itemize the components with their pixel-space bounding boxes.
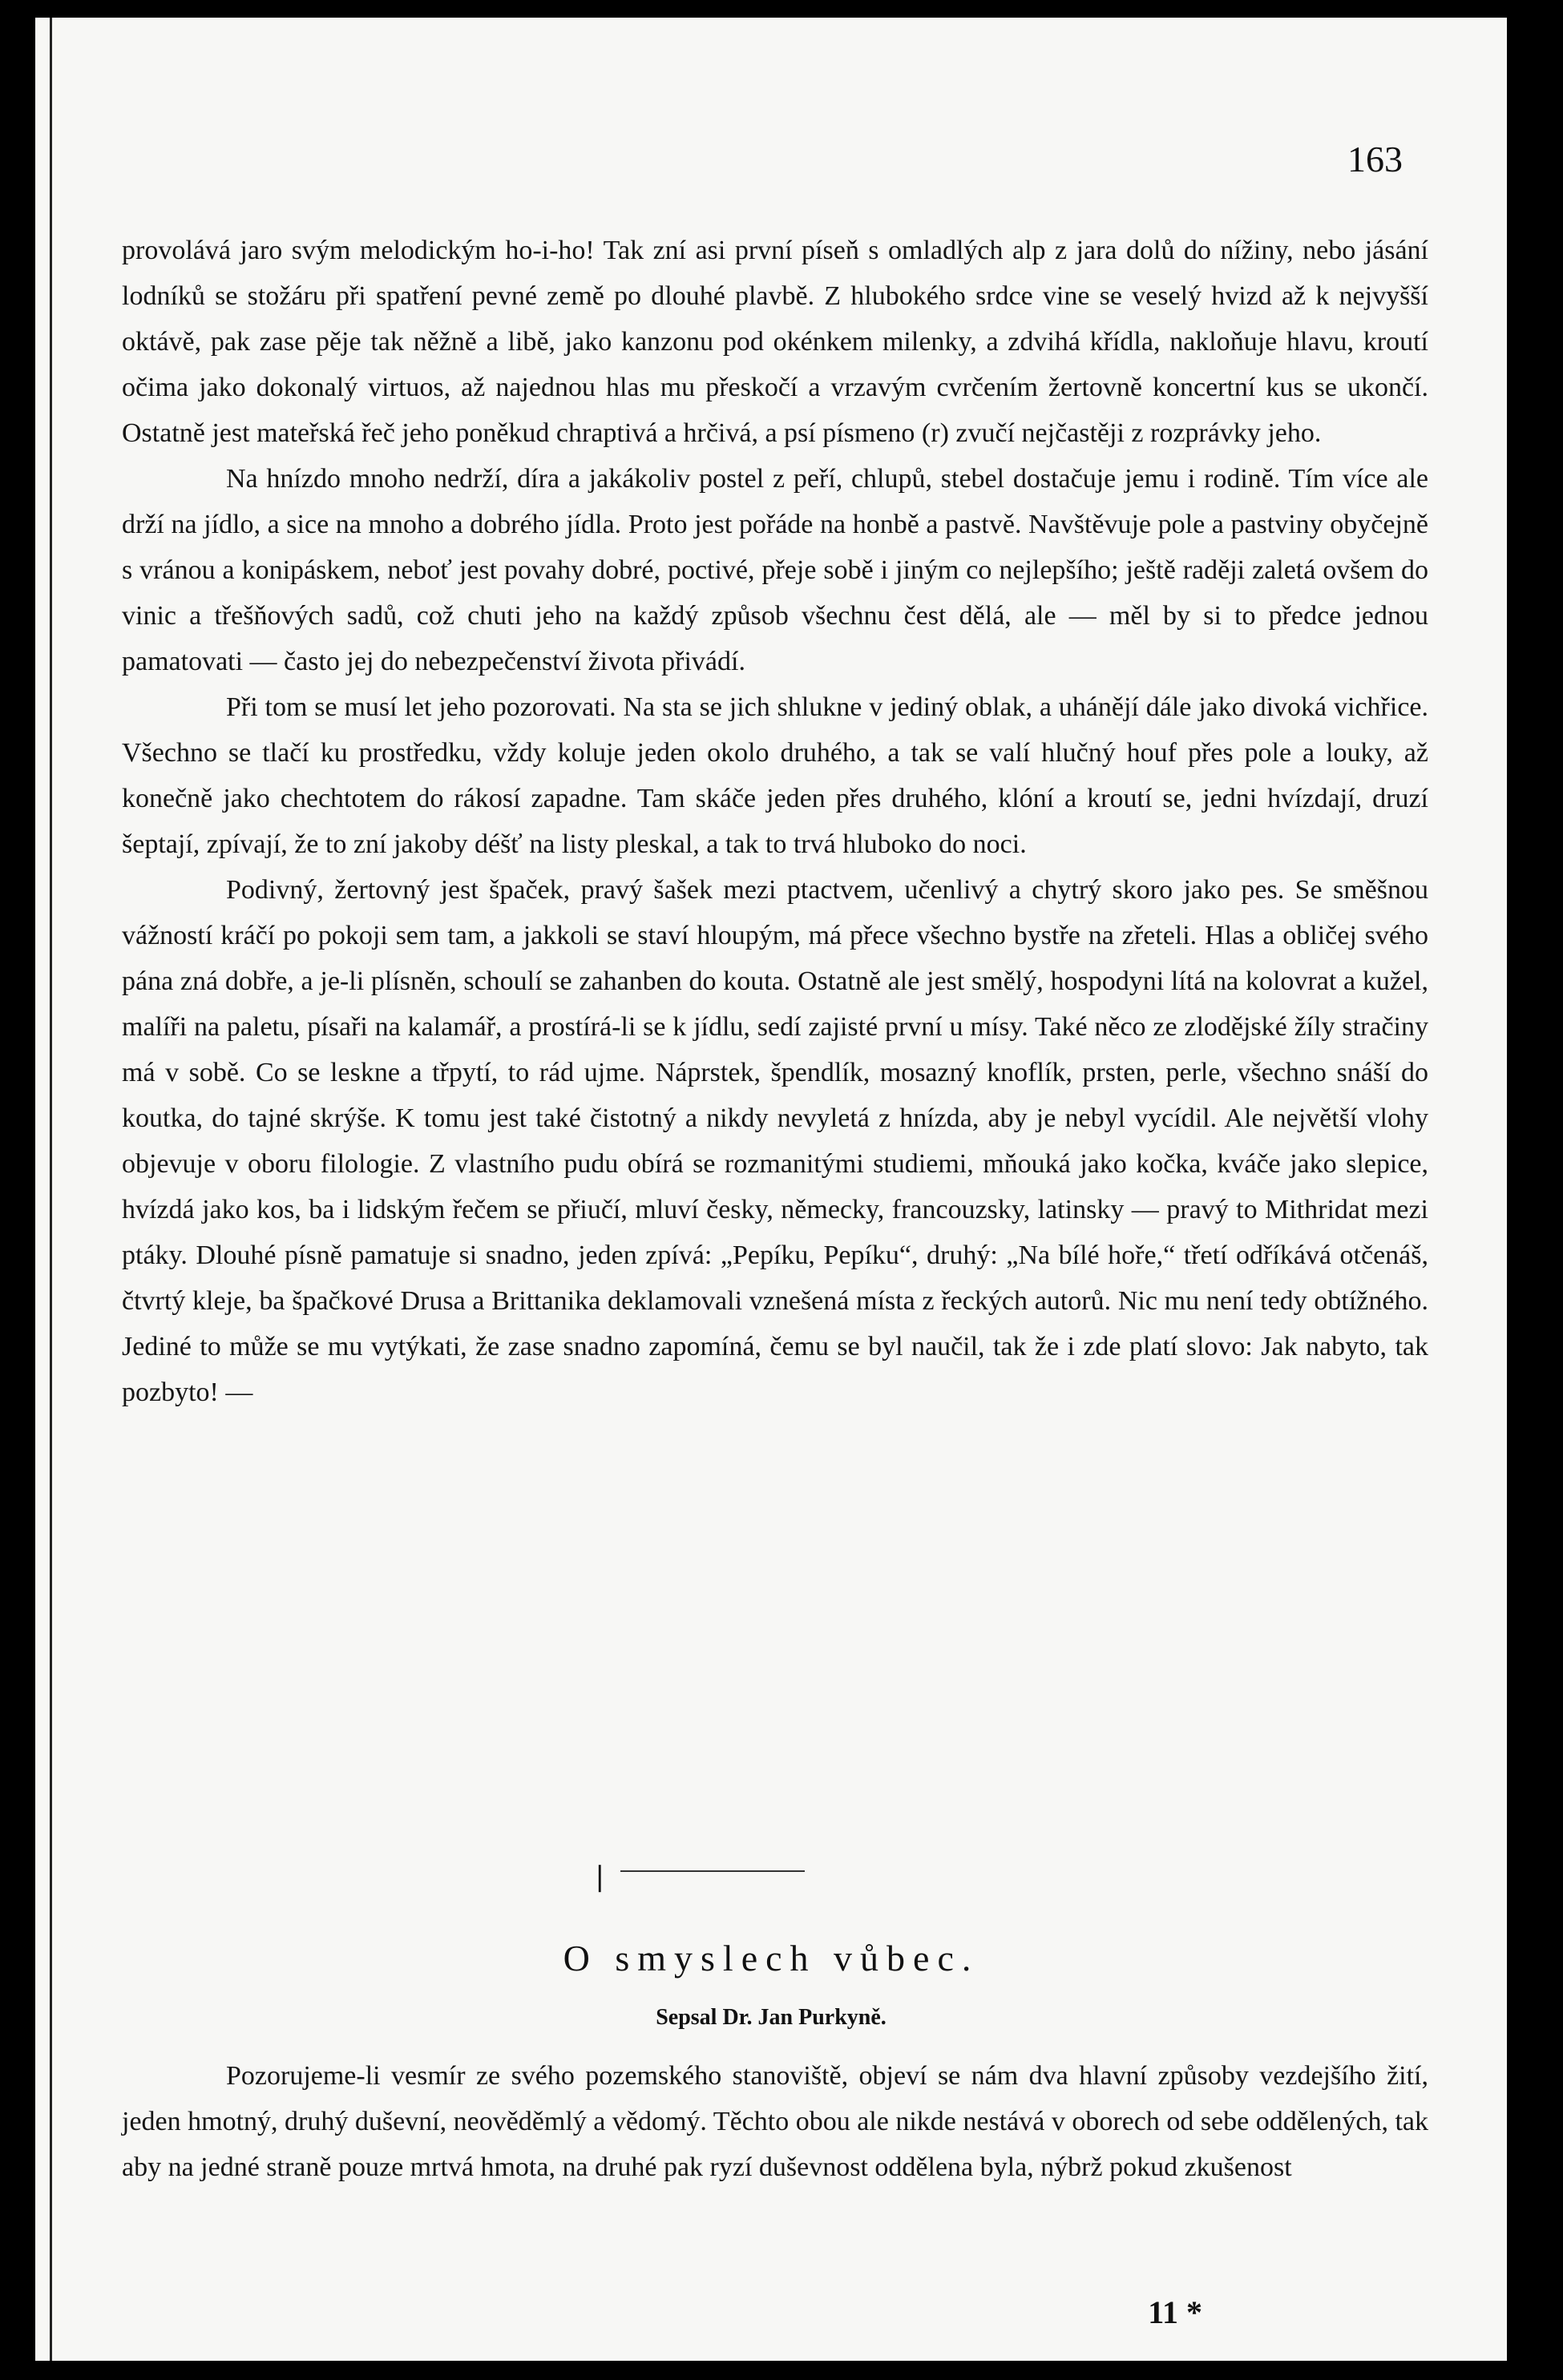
paragraph-1: provolává jaro svým melodickým ho-i-ho! Tak zní asi první píseň s omladlých alp z jara dolů do nížiny, nebo jásání lodníků se stožáru při spatření pevné země po dlouhé plavbě. Z hlubokého srdce vine se veselý hvizd až k nejvyšší oktávě, pak zase pěje tak něžně a libě, jako kanzonu pod okénkem milenky, a zdvihá křídla, nakloňuje hlavu, kroutí očima jako dokonalý virtuos, až najednou hlas mu přeskočí a vrzavým cvrčením žertovně koncertní kus se ukončí. Ostatně jest mateřská řeč jeho poněkud chraptivá a hrčivá, a psí písmeno (r) zvučí nejčastěji z rozprávky jeho. bbox=[122, 236, 1428, 448]
separator-mark: ❘ bbox=[588, 1861, 612, 1893]
paragraph-4: Podivný, žertovný jest špaček, pravý šašek mezi ptactvem, učenlivý a chytrý skoro jako pes. Se směšnou vážností kráčí po pokoji sem tam, a jakkoli se staví hloupým, má přece všechno bystře na zřeteli. Hlas a obličej svého pána zná dobře, a je-li plísněn, schoulí se zahanben do kouta. Ostatně ale jest smělý, hospodyni lítá na kolovrat a kužel, malíři na paletu, písaři na kalamář, a prostírá-li se k jídlu, sedí zajisté první u mísy. Také něco ze zlodějské žíly stračiny má v sobě. Co se leskne a třpytí, to rád ujme. Náprstek, špendlík, mosazný knoflík, prsten, perle, všechno snáší do koutka, do tajné skrýše. K tomu jest také čistotný a nikdy nevyletá z hnízda, aby je nebyl vycídil. Ale největší vlohy objevuje v oboru filologie. Z vlastního pudu obírá se rozmanitými studiemi, mňouká jako kočka, kváče jako slepice, hvízdá jako kos, ba i lidským řečem se přiučí, mluví česky, německy, francouzsky, latinsky — pravý to Mithridat mezi ptáky. Dlouhé písně pamatuje si snadno, jeden zpívá: „Pepíku, Pepíku“, druhý: „Na bílé hoře,“ třetí odříkává otčenáš, čtvrtý kleje, ba špačkové Drusa a Brittanika deklamovali vznešená místa z řeckých autorů. Nic mu není tedy obtížného. Jediné to může se mu vytýkati, že zase snadno zapomíná, čemu se byl naučil, tak že i zde platí slovo: Jak nabyto, tak pozbyto! — bbox=[122, 875, 1428, 1407]
main-text bbox=[122, 228, 1428, 1415]
article-title: O smyslech vůbec. bbox=[563, 1938, 979, 1979]
signature-mark: 11 * bbox=[1148, 2294, 1202, 2330]
paragraph-3: Při tom se musí let jeho pozorovati. Na sta se jich shlukne v jediný oblak, a uhánějí dále jako divoká vichřice. Všechno se tlačí ku prostředku, vždy koluje jeden okolo druhého, a tak se valí hlučný houf přes pole a louky, až konečně jako chechtotem do rákosí zapadne. Tam skáče jeden přes druhého, klóní a kroutí se, jedni hvízdají, druzí šeptají, zpívají, že to zní jakoby déšť na listy pleskal, a tak to trvá hluboko do noci. bbox=[122, 692, 1428, 859]
separator-rule bbox=[620, 1870, 805, 1872]
article-body bbox=[122, 2053, 1428, 2190]
book-page bbox=[35, 18, 1507, 2361]
article-paragraph: Pozorujeme-li vesmír ze svého pozemského stanoviště, objeví se nám dva hlavní způsoby vezdejšího žití, jeden hmotný, druhý duševní, neověděmlý a vědomý. Těchto obou ale nikde nestává v oborech od sebe oddělených, tak aby na jedné straně pouze mrtvá hmota, na druhé pak ryzí duševnost oddělena byla, nýbrž pokud zkušenost bbox=[122, 2061, 1428, 2182]
page-number: 163 bbox=[1347, 139, 1403, 180]
article-author: Sepsal Dr. Jan Purkyně. bbox=[656, 2005, 887, 2030]
paragraph-2: Na hnízdo mnoho nedrží, díra a jakákoliv postel z peří, chlupů, stebel dostačuje jemu i rodině. Tím více ale drží na jídlo, a sice na mnoho a dobrého jídla. Proto jest pořáde na honbě a pastvě. Navštěvuje pole a pastviny obyčejně s vránou a konipáskem, neboť jest povahy dobré, poctivé, přeje sobě i jiným co nejlepšího; ještě raději zaletá ovšem do vinic a třešňových sadů, což chuti jeho na každý způsob všechnu čest dělá, ale — měl by si to předce jednou pamatovati — často jej do nebezpečenství života přivádí. bbox=[122, 464, 1428, 676]
